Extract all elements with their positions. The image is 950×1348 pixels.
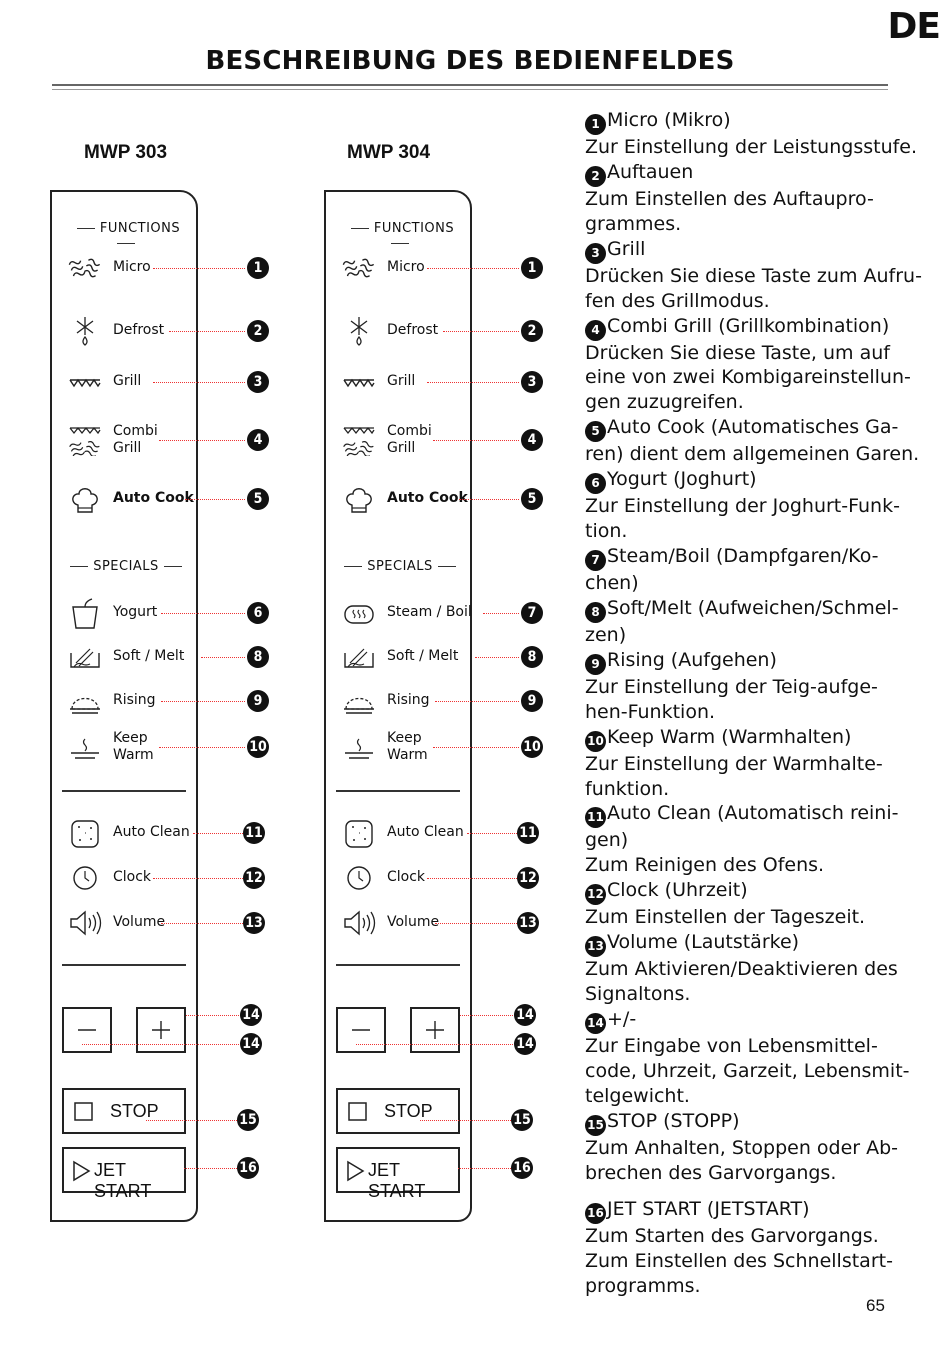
leader-line — [420, 1120, 511, 1121]
callout-number: 1 — [521, 257, 543, 279]
description-text: code, Uhrzeit, Garzeit, Lebensmit- — [585, 1059, 910, 1082]
callout-number: 14 — [240, 1033, 262, 1055]
stop-label: STOP — [110, 1101, 159, 1121]
jet-start-label: JET START — [368, 1160, 426, 1201]
callout-number: 8 — [521, 646, 543, 668]
leader-line — [483, 613, 519, 614]
description-heading: STOP (STOPP) — [607, 1109, 740, 1132]
callout-number: 2 — [247, 320, 269, 342]
description-text: Zum Einstellen des Schnellstart- — [585, 1250, 893, 1273]
description-item — [585, 237, 935, 314]
callout-number: 3 — [521, 371, 543, 393]
leader-line — [458, 1168, 511, 1169]
description-heading: Auto Clean (Automatisch reini- — [607, 802, 899, 825]
grill-icon — [342, 366, 376, 398]
leader-line — [435, 701, 519, 702]
rising-dough-icon — [342, 685, 376, 717]
title-rule — [52, 84, 888, 86]
panel-button-label[interactable]: Rising — [387, 692, 430, 708]
grill-icon — [68, 366, 102, 398]
soft-melt-icon — [68, 641, 102, 673]
panel-button-label[interactable]: Soft / Melt — [113, 648, 185, 664]
description-text: Drücken Sie diese Taste zum Aufru- — [585, 264, 922, 287]
panel-button-label[interactable]: Grill — [387, 373, 416, 389]
leader-line — [161, 923, 245, 924]
panel-button-label[interactable]: Rising — [113, 692, 156, 708]
callout-number: 2 — [521, 320, 543, 342]
auto-clean-icon — [68, 817, 102, 849]
leader-line — [460, 1015, 513, 1016]
panel-button-label[interactable]: Auto Cook — [387, 490, 468, 506]
description-text: Zur Einstellung der Joghurt-Funk- — [585, 495, 900, 518]
description-heading: Soft/Melt (Aufweichen/Schmel- — [607, 596, 899, 619]
panel-button-label[interactable]: Clock — [387, 869, 426, 885]
callout-number: 5 — [247, 488, 269, 510]
description-text: Zum Einstellen des Auftaupro- — [585, 187, 874, 210]
functions-section-label: FUNCTIONS — [62, 221, 190, 251]
leader-line — [185, 499, 245, 500]
description-item — [585, 314, 935, 416]
description-text: telgewicht. — [585, 1084, 690, 1107]
callout-number: 8 — [247, 646, 269, 668]
description-heading: +/- — [607, 1007, 637, 1030]
specials-section-label: SPECIALS — [336, 559, 464, 574]
panel-button-label[interactable]: Combi Grill — [387, 423, 432, 456]
callout-number: 14 — [514, 1004, 536, 1026]
callout-number: 9 — [521, 690, 543, 712]
description-text: Zum Anhalten, Stoppen oder Ab- — [585, 1136, 899, 1159]
panel-button-label[interactable]: Defrost — [387, 322, 439, 338]
leader-line — [427, 268, 519, 269]
clock-icon — [342, 862, 376, 894]
description-text: gen zuzugreifen. — [585, 391, 744, 414]
description-item — [585, 878, 935, 930]
description-number: 15 — [585, 1115, 606, 1136]
panel-button-label[interactable]: Grill — [113, 373, 142, 389]
panel-button-label[interactable]: Soft / Melt — [387, 648, 459, 664]
description-text: chen) — [585, 571, 639, 594]
functions-section-label: FUNCTIONS — [336, 221, 464, 251]
jet-start-button[interactable] — [62, 1147, 186, 1201]
description-number: 5 — [585, 421, 606, 442]
leader-line — [184, 1168, 237, 1169]
keep-warm-plate-icon — [68, 731, 102, 763]
callout-number: 14 — [514, 1033, 536, 1055]
description-number: 1 — [585, 114, 606, 135]
callout-number: 6 — [247, 602, 269, 624]
callout-number: 12 — [517, 867, 539, 889]
leader-line — [443, 331, 519, 332]
panel-button-label[interactable]: Micro — [113, 259, 151, 275]
specials-section-label: SPECIALS — [62, 559, 190, 574]
leader-line — [427, 382, 519, 383]
description-heading: Yogurt (Joghurt) — [607, 468, 757, 491]
description-text: gen) — [585, 829, 629, 852]
description-heading: Grill — [607, 237, 646, 260]
callout-number: 13 — [517, 912, 539, 934]
description-text: zen) — [585, 623, 627, 646]
yogurt-cup-icon — [68, 597, 102, 629]
description-text: Drücken Sie diese Taste, um auf — [585, 341, 890, 364]
description-text: Zur Einstellung der Teig-aufge- — [585, 675, 878, 698]
callout-number: 16 — [237, 1157, 259, 1179]
description-item — [585, 1109, 935, 1186]
description-heading: Keep Warm (Warmhalten) — [607, 725, 852, 748]
description-item — [585, 930, 935, 1007]
description-text: eine von zwei Kombigareinstellun- — [585, 366, 911, 389]
callout-number: 9 — [247, 690, 269, 712]
panel-button-label[interactable]: Keep Warm — [113, 730, 154, 763]
leader-line — [169, 331, 245, 332]
description-text: programms. — [585, 1275, 701, 1298]
soft-melt-icon — [342, 641, 376, 673]
description-item — [585, 160, 935, 237]
callout-number: 1 — [247, 257, 269, 279]
description-text: Zum Reinigen des Ofens. — [585, 854, 825, 877]
microwave-waves-icon — [68, 252, 102, 284]
defrost-icon — [342, 315, 376, 347]
description-heading: Clock (Uhrzeit) — [607, 879, 748, 902]
callout-number: 13 — [243, 912, 265, 934]
panel-button-label[interactable]: Defrost — [113, 322, 165, 338]
description-number: 11 — [585, 807, 606, 828]
description-text: grammes. — [585, 212, 682, 235]
description-heading: Auto Cook (Automatisches Ga- — [607, 416, 899, 439]
description-item — [585, 725, 935, 802]
panel-button-label[interactable]: Micro — [387, 259, 425, 275]
steam-boil-icon — [342, 597, 376, 629]
panel-button-label[interactable]: Keep Warm — [387, 730, 428, 763]
description-text: Zur Eingabe von Lebensmittel- — [585, 1034, 878, 1057]
description-item — [585, 648, 935, 725]
model-name: MWP 304 — [347, 142, 431, 163]
description-text: Signaltons. — [585, 983, 691, 1006]
panel-button-label[interactable]: Volume — [113, 914, 166, 930]
keep-warm-plate-icon — [342, 731, 376, 763]
description-heading: Micro (Mikro) — [607, 109, 731, 131]
description-heading: Volume (Lautstärke) — [607, 931, 800, 954]
leader-line — [433, 747, 519, 748]
microwave-waves-icon — [342, 252, 376, 284]
page-title: BESCHREIBUNG DES BEDIENFELDES — [205, 46, 735, 76]
leader-line — [356, 1044, 513, 1045]
description-item — [585, 415, 935, 467]
description-item — [585, 801, 935, 878]
leader-line — [433, 440, 519, 441]
jet-start-label: JET START — [94, 1160, 152, 1201]
description-number: 10 — [585, 731, 606, 752]
panel-divider — [62, 790, 186, 792]
leader-line — [159, 440, 245, 441]
panel-button-label[interactable]: Yogurt — [113, 604, 158, 620]
callout-number: 11 — [517, 822, 539, 844]
description-number: 6 — [585, 473, 606, 494]
title-rule-thin — [52, 89, 888, 90]
description-number: 12 — [585, 884, 606, 905]
description-item — [585, 467, 935, 544]
page-number: 65 — [866, 1296, 885, 1315]
leader-line — [153, 382, 245, 383]
description-heading: Steam/Boil (Dampfgaren/Ko- — [607, 544, 879, 567]
description-number: 4 — [585, 320, 606, 341]
model-name: MWP 303 — [84, 142, 168, 163]
callout-number: 12 — [243, 867, 265, 889]
callout-number: 5 — [521, 488, 543, 510]
description-text: hen-Funktion. — [585, 700, 716, 723]
play-icon — [72, 1160, 92, 1182]
description-number: 13 — [585, 936, 606, 957]
callout-number: 4 — [521, 429, 543, 451]
description-text: fen des Grillmodus. — [585, 289, 770, 312]
chef-hat-icon — [68, 483, 102, 515]
description-number: 8 — [585, 602, 606, 623]
callout-number: 7 — [521, 602, 543, 624]
leader-line — [201, 657, 245, 658]
clock-icon — [68, 862, 102, 894]
stop-label: STOP — [384, 1101, 433, 1121]
panel-divider — [336, 790, 460, 792]
leader-line — [435, 923, 519, 924]
callout-number: 3 — [247, 371, 269, 393]
leader-line — [467, 833, 519, 834]
panel-button-label[interactable]: Clock — [113, 869, 152, 885]
defrost-icon — [68, 315, 102, 347]
callout-number: 15 — [237, 1109, 259, 1131]
callout-number: 4 — [247, 429, 269, 451]
description-heading: Combi Grill (Grillkombination) — [607, 314, 890, 337]
panel-divider — [336, 964, 460, 966]
panel-button-label[interactable]: Auto Clean — [387, 824, 464, 840]
combi-grill-icon — [68, 424, 102, 456]
description-item — [585, 108, 935, 160]
callout-number: 10 — [521, 736, 543, 758]
description-item — [585, 544, 935, 596]
description-heading: Rising (Aufgehen) — [607, 648, 777, 671]
callout-number: 10 — [247, 736, 269, 758]
stop-button[interactable] — [336, 1088, 460, 1134]
volume-speaker-icon — [342, 907, 376, 939]
volume-speaker-icon — [68, 907, 102, 939]
stop-square-icon — [74, 1102, 94, 1122]
description-number: 2 — [585, 166, 606, 187]
auto-clean-icon — [342, 817, 376, 849]
plus-button[interactable] — [136, 1007, 186, 1053]
leader-line — [82, 1044, 239, 1045]
leader-line — [475, 657, 519, 658]
panel-button-label[interactable]: Auto Clean — [113, 824, 190, 840]
description-heading: Auftauen — [607, 160, 694, 183]
panel-divider — [62, 964, 186, 966]
description-text: Zum Aktivieren/Deaktivieren des — [585, 958, 898, 981]
jet-start-button[interactable] — [336, 1147, 460, 1201]
stop-square-icon — [348, 1102, 368, 1122]
play-icon — [346, 1160, 366, 1182]
callout-number: 11 — [243, 822, 265, 844]
leader-line — [186, 1015, 239, 1016]
leader-line — [427, 878, 519, 879]
description-text: Zum Starten des Garvorgangs. — [585, 1225, 879, 1248]
rising-dough-icon — [68, 685, 102, 717]
panel-button-label[interactable]: Combi Grill — [113, 423, 158, 456]
plus-button[interactable] — [410, 1007, 460, 1053]
language-tag: DE — [887, 6, 940, 47]
combi-grill-icon — [342, 424, 376, 456]
callout-number: 14 — [240, 1004, 262, 1026]
description-list — [585, 108, 935, 1299]
leader-line — [153, 268, 245, 269]
description-text: Zum Einstellen der Tageszeit. — [585, 906, 866, 929]
leader-line — [161, 701, 245, 702]
leader-line — [459, 499, 519, 500]
description-number: 16 — [585, 1203, 606, 1224]
description-item — [585, 1197, 935, 1299]
description-text: ren) dient dem allgemeinen Garen. — [585, 443, 920, 466]
minus-button[interactable] — [62, 1007, 112, 1053]
description-number: 9 — [585, 654, 606, 675]
description-text: funktion. — [585, 777, 670, 800]
leader-line — [153, 878, 245, 879]
description-item — [585, 1007, 935, 1109]
minus-button[interactable] — [336, 1007, 386, 1053]
callout-number: 15 — [511, 1109, 533, 1131]
description-number: 7 — [585, 550, 606, 571]
stop-button[interactable] — [62, 1088, 186, 1134]
description-number: 14 — [585, 1013, 606, 1034]
description-text: brechen des Garvorgangs. — [585, 1161, 837, 1184]
leader-line — [159, 747, 245, 748]
panel-button-label[interactable]: Auto Cook — [113, 490, 194, 506]
description-text: Zur Einstellung der Warmhalte- — [585, 752, 883, 775]
leader-line — [161, 613, 245, 614]
panel-button-label[interactable]: Steam / Boil — [387, 604, 472, 620]
chef-hat-icon — [342, 483, 376, 515]
description-text: tion. — [585, 520, 628, 543]
leader-line — [146, 1120, 237, 1121]
description-heading: JET START (JETSTART) — [607, 1198, 810, 1221]
leader-line — [193, 833, 245, 834]
panel-button-label[interactable]: Volume — [387, 914, 440, 930]
description-number: 3 — [585, 243, 606, 264]
description-text: Zur Einstellung der Leistungsstufe. — [585, 136, 918, 158]
callout-number: 16 — [511, 1157, 533, 1179]
description-item — [585, 596, 935, 648]
